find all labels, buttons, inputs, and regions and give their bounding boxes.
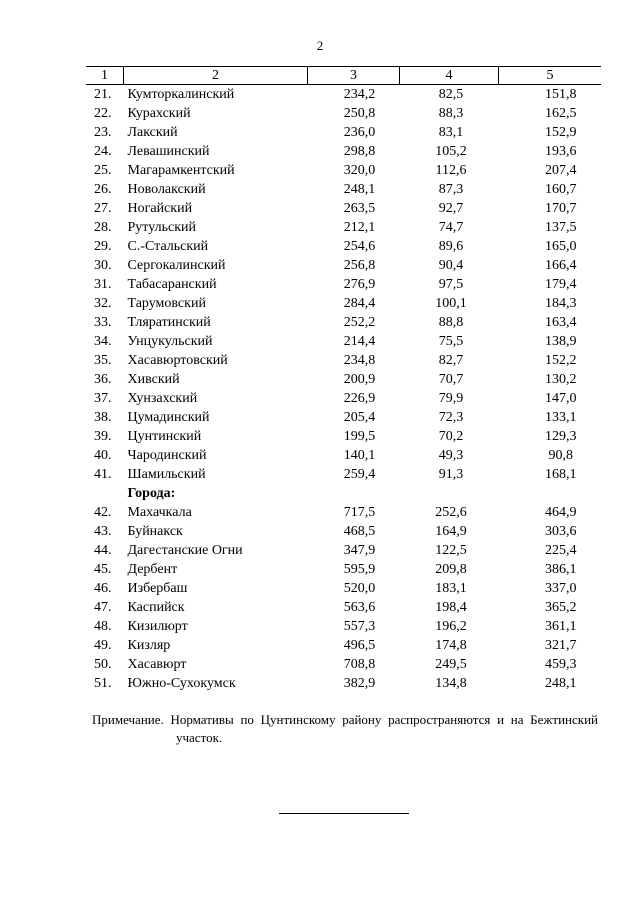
cities-body [86,503,601,693]
table-row [86,503,601,522]
row-name: Махачкала [127,505,192,520]
row-value-col4: 70,2 [438,429,464,444]
row-name: Сергокалинский [127,258,226,273]
row-value-col4: 164,9 [435,524,467,539]
table-row [86,142,601,161]
row-name: Лакский [127,125,178,140]
table-row [86,408,601,427]
closing-rule [279,813,409,814]
row-value-col5: 193,6 [545,144,577,159]
row-value-col3: 276,9 [343,277,376,292]
row-name: Кизилюрт [127,619,188,634]
row-number: 31. [94,277,112,292]
row-value-col3: 205,4 [343,410,376,425]
row-number: 24. [94,144,112,159]
row-value-col3: 382,9 [343,676,376,691]
row-name: Избербаш [127,581,188,596]
row-name: Цумадинский [127,410,210,425]
row-value-col5: 137,5 [545,220,577,235]
row-value-col3: 520,0 [343,581,376,596]
row-name: Табасаранский [127,277,217,292]
row-value-col3: 284,4 [343,296,376,311]
row-name: Ногайский [127,201,193,216]
row-name: С.-Стальский [127,239,209,254]
table-row [86,275,601,294]
table-row [86,332,601,351]
row-number: 27. [94,201,112,216]
row-value-col5: 163,4 [545,315,577,330]
row-value-col4: 75,5 [438,334,464,349]
row-name: Дагестанские Огни [127,543,243,558]
row-value-col5: 179,4 [545,277,577,292]
row-value-col4: 89,6 [438,239,464,254]
table-row [86,351,601,370]
table-row [86,579,601,598]
row-value-col4: 92,7 [438,201,464,216]
row-value-col3: 250,8 [343,106,376,121]
row-name: Чародинский [127,448,207,463]
row-name: Магарамкентский [127,163,235,178]
row-value-col3: 226,9 [343,391,376,406]
row-value-col4: 105,2 [435,144,467,159]
row-value-col5: 130,2 [545,372,577,387]
row-value-col3: 234,2 [343,87,376,102]
table-row [86,598,601,617]
norms-table [86,66,601,693]
row-number: 39. [94,429,112,444]
row-name: Унцукульский [127,334,213,349]
row-name: Хасавюрт [127,657,187,672]
table-row [86,560,601,579]
row-value-col3: 496,5 [343,638,376,653]
header-col-4: 4 [400,67,499,85]
row-value-col5: 138,9 [545,334,577,349]
row-number: 50. [94,657,112,672]
row-number: 46. [94,581,112,596]
row-value-col4: 174,8 [435,638,467,653]
row-value-col4: 79,9 [438,391,464,406]
header-col-3: 3 [308,67,400,85]
row-value-col3: 248,1 [343,182,376,197]
row-value-col4: 112,6 [435,163,467,178]
table-row [86,313,601,332]
row-value-col5: 170,7 [545,201,577,216]
table-row [86,237,601,256]
table-row [86,674,601,693]
table-row [86,256,601,275]
row-value-col4: 196,2 [435,619,467,634]
row-value-col4: 88,3 [438,106,464,121]
table-row [86,655,601,674]
row-value-col3: 256,8 [343,258,376,273]
row-number: 32. [94,296,112,311]
row-name: Тляратинский [127,315,211,330]
row-number: 34. [94,334,112,349]
row-value-col4: 91,3 [438,467,464,482]
districts-body [86,85,601,485]
row-value-col5: 165,0 [545,239,577,254]
row-value-col3: 200,9 [343,372,376,387]
row-value-col4: 100,1 [435,296,467,311]
row-number: 51. [94,676,112,691]
row-value-col5: 160,7 [545,182,577,197]
row-value-col4: 72,3 [438,410,464,425]
page-number: 2 [316,38,324,53]
row-value-col5: 365,2 [545,600,577,615]
table-row [86,161,601,180]
row-value-col5: 162,5 [545,106,577,121]
row-value-col3: 468,5 [343,524,376,539]
table-row [86,85,601,105]
row-number: 38. [94,410,112,425]
row-number: 35. [94,353,112,368]
row-value-col5: 133,1 [545,410,577,425]
row-value-col5: 337,0 [545,581,577,596]
table-row [86,199,601,218]
row-value-col3: 557,3 [343,619,376,634]
row-number: 44. [94,543,112,558]
row-value-col4: 82,7 [438,353,464,368]
row-value-col4: 183,1 [435,581,467,596]
row-name: Курахский [127,106,191,121]
row-value-col4: 122,5 [435,543,467,558]
row-value-col4: 97,5 [438,277,464,292]
row-number: 40. [94,448,112,463]
row-value-col4: 134,8 [435,676,467,691]
row-value-col3: 708,8 [343,657,376,672]
row-number: 29. [94,239,112,254]
row-value-col5: 184,3 [545,296,577,311]
row-value-col5: 151,8 [545,87,577,102]
header-col-1: 1 [86,67,124,85]
row-name: Южно-Сухокумск [127,676,236,691]
row-name: Дербент [127,562,178,577]
note-text-continued: участок. [176,730,223,745]
row-name: Шамильский [127,467,206,482]
row-value-col3: 254,6 [343,239,376,254]
row-name: Кумторкалинский [127,87,235,102]
row-name: Буйнакск [127,524,183,539]
row-value-col5: 168,1 [545,467,577,482]
row-number: 42. [94,505,112,520]
row-value-col3: 563,6 [343,600,376,615]
row-name: Левашинский [127,144,210,159]
row-number: 23. [94,125,112,140]
row-number: 21. [94,87,112,102]
row-value-col3: 298,8 [343,144,376,159]
table-row [86,389,601,408]
row-name: Новолакский [127,182,206,197]
row-value-col5: 166,4 [545,258,577,273]
row-number: 37. [94,391,112,406]
row-value-col5: 361,1 [545,619,577,634]
table-row [86,446,601,465]
row-number: 49. [94,638,112,653]
row-name: Хивский [127,372,180,387]
row-value-col5: 152,2 [545,353,577,368]
row-value-col4: 209,8 [435,562,467,577]
table-row [86,294,601,313]
row-value-col5: 321,7 [545,638,577,653]
table-header [86,67,601,85]
row-value-col5: 225,4 [545,543,577,558]
table-row [86,541,601,560]
row-value-col3: 214,4 [343,334,376,349]
cities-label: Города: [127,486,176,501]
row-value-col5: 147,0 [545,391,577,406]
row-value-col3: 212,1 [343,220,376,235]
row-value-col3: 347,9 [343,543,376,558]
row-name: Хасавюртовский [127,353,228,368]
row-value-col3: 717,5 [343,505,376,520]
row-name: Каспийск [127,600,185,615]
row-value-col5: 459,3 [545,657,577,672]
row-value-col3: 595,9 [343,562,376,577]
row-number: 47. [94,600,112,615]
row-value-col4: 249,5 [435,657,467,672]
row-value-col5: 303,6 [545,524,577,539]
table-row [86,104,601,123]
cities-subheader-row [86,484,601,503]
row-value-col4: 198,4 [435,600,467,615]
row-number: 22. [94,106,112,121]
header-col-2: 2 [124,67,308,85]
table-row [86,427,601,446]
row-number: 25. [94,163,112,178]
row-value-col4: 87,3 [438,182,464,197]
row-number: 41. [94,467,112,482]
row-number: 30. [94,258,112,273]
row-value-col5: 90,8 [548,448,573,463]
row-name: Тарумовский [127,296,206,311]
row-value-col4: 49,3 [438,448,464,463]
row-number: 26. [94,182,112,197]
table-row [86,617,601,636]
row-number: 33. [94,315,112,330]
row-value-col3: 234,8 [343,353,376,368]
row-value-col3: 236,0 [343,125,376,140]
row-value-col3: 263,5 [343,201,376,216]
row-value-col3: 140,1 [343,448,376,463]
note-text: Примечание. Нормативы по Цунтинскому району распространяются и на Бежтинский [92,712,598,727]
row-number: 36. [94,372,112,387]
row-value-col3: 252,2 [343,315,376,330]
row-value-col3: 259,4 [343,467,376,482]
cities-subheader [86,484,601,503]
row-value-col3: 199,5 [343,429,376,444]
row-name: Кизляр [127,638,171,653]
row-value-col4: 88,8 [438,315,464,330]
header-col-5: 5 [499,67,602,85]
table-row [86,636,601,655]
row-name: Хунзахский [127,391,198,406]
table-row [86,218,601,237]
header-row [86,67,601,85]
row-value-col5: 386,1 [545,562,577,577]
table-row [86,123,601,142]
table-row [86,370,601,389]
row-name: Рутульский [127,220,196,235]
table-row [86,522,601,541]
row-value-col4: 70,7 [438,372,464,387]
row-value-col4: 83,1 [438,125,464,140]
row-number: 28. [94,220,112,235]
row-value-col5: 152,9 [545,125,577,140]
row-value-col5: 248,1 [545,676,577,691]
table-row [86,180,601,199]
row-number: 48. [94,619,112,634]
row-number: 43. [94,524,112,539]
row-name: Цунтинский [127,429,202,444]
row-number: 45. [94,562,112,577]
row-value-col5: 129,3 [545,429,577,444]
row-value-col4: 82,5 [438,87,464,102]
row-value-col5: 207,4 [545,163,577,178]
row-value-col4: 74,7 [438,220,464,235]
table-row [86,465,601,484]
row-value-col3: 320,0 [343,163,376,178]
row-value-col5: 464,9 [545,505,577,520]
row-value-col4: 90,4 [438,258,464,273]
row-value-col4: 252,6 [435,505,467,520]
